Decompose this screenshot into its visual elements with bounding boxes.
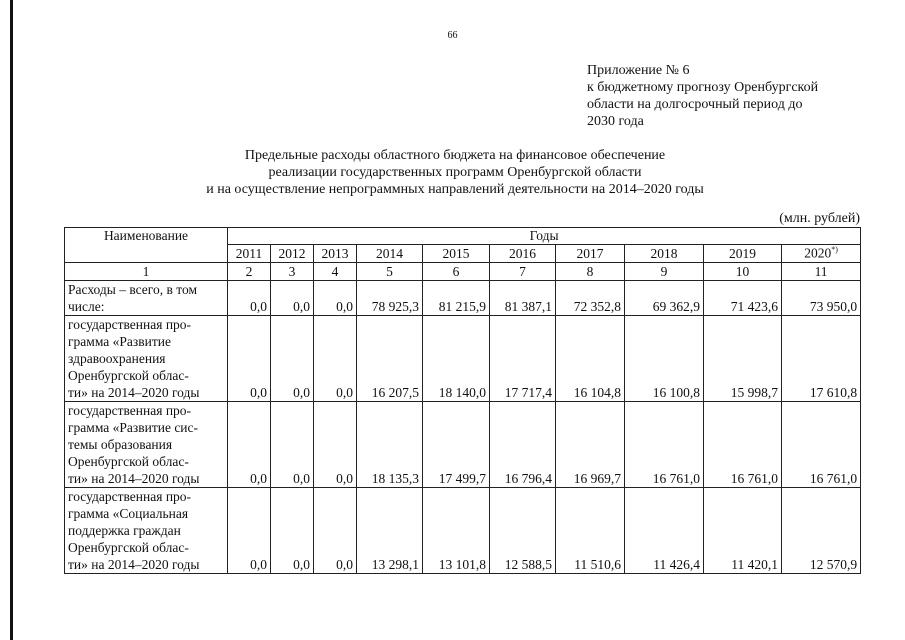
column-number: 5 — [357, 263, 423, 281]
column-number: 7 — [490, 263, 556, 281]
value-cell: 16 100,8 — [625, 316, 704, 402]
column-number: 9 — [625, 263, 704, 281]
value-cell: 0,0 — [314, 402, 357, 488]
value-cell: 18 135,3 — [357, 402, 423, 488]
year-header: 2013 — [314, 245, 357, 263]
value-cell: 0,0 — [228, 402, 271, 488]
title-line: реализации государственных программ Оренбургской области — [268, 165, 642, 180]
row-name-line: числе: — [68, 299, 105, 314]
column-number: 2 — [228, 263, 271, 281]
value-cell: 0,0 — [314, 488, 357, 574]
value-cell: 81 215,9 — [423, 281, 490, 316]
value-cell: 16 104,8 — [556, 316, 625, 402]
year-header: 2017 — [556, 245, 625, 263]
value-cell: 16 796,4 — [490, 402, 556, 488]
appendix-header — [587, 62, 887, 130]
budget-table — [64, 227, 861, 574]
value-cell: 11 426,4 — [625, 488, 704, 574]
value-cell: 13 101,8 — [423, 488, 490, 574]
row-name-line: Оренбургской облас- — [68, 454, 189, 469]
value-cell: 16 969,7 — [556, 402, 625, 488]
column-number: 1 — [65, 263, 228, 281]
value-cell: 16 761,0 — [782, 402, 861, 488]
appendix-line: области на долгосрочный период до — [587, 97, 803, 112]
row-name-line: Оренбургской облас- — [68, 540, 189, 555]
column-number: 4 — [314, 263, 357, 281]
appendix-line: 2030 года — [587, 114, 644, 129]
title-line: Предельные расходы областного бюджета на финансовое обеспечение — [244, 148, 666, 163]
year-header: 2015 — [423, 245, 490, 263]
row-name-line: грамма «Развитие сис- — [68, 420, 199, 435]
row-name — [65, 488, 228, 574]
table-row — [65, 488, 861, 574]
appendix-line: Приложение № 6 — [587, 63, 690, 78]
value-cell: 16 761,0 — [625, 402, 704, 488]
table-row — [65, 281, 861, 316]
column-number: 8 — [556, 263, 625, 281]
value-cell: 12 570,9 — [782, 488, 861, 574]
year-header: 2014 — [357, 245, 423, 263]
value-cell: 18 140,0 — [423, 316, 490, 402]
column-number: 10 — [704, 263, 782, 281]
year-header: 2020*) — [782, 245, 861, 263]
column-number: 11 — [782, 263, 861, 281]
row-name-line: Оренбургской облас- — [68, 368, 189, 383]
row-name-line: грамма «Социальная — [68, 506, 189, 521]
value-cell: 0,0 — [271, 316, 314, 402]
row-name-line: ти» на 2014–2020 годы — [68, 385, 200, 400]
year-header: 2018 — [625, 245, 704, 263]
table-row — [65, 316, 861, 402]
value-cell: 0,0 — [314, 281, 357, 316]
row-name-line: государственная про- — [68, 317, 192, 332]
value-cell: 17 717,4 — [490, 316, 556, 402]
year-header: 2011 — [228, 245, 271, 263]
year-header: 2012 — [271, 245, 314, 263]
value-cell: 16 207,5 — [357, 316, 423, 402]
row-name-line: грамма «Развитие — [68, 334, 171, 349]
value-cell: 0,0 — [271, 281, 314, 316]
footnote-mark: *) — [831, 245, 838, 255]
table-body — [65, 281, 861, 574]
value-cell: 13 298,1 — [357, 488, 423, 574]
year-header: 2019 — [704, 245, 782, 263]
value-cell: 71 423,6 — [704, 281, 782, 316]
value-cell: 17 610,8 — [782, 316, 861, 402]
value-cell: 81 387,1 — [490, 281, 556, 316]
header-row — [65, 228, 861, 245]
value-cell: 72 352,8 — [556, 281, 625, 316]
value-cell: 0,0 — [271, 402, 314, 488]
value-cell: 17 499,7 — [423, 402, 490, 488]
row-name — [65, 281, 228, 316]
header-name: Наименование — [65, 228, 228, 263]
value-cell: 15 998,7 — [704, 316, 782, 402]
row-name-line: темы образования — [68, 437, 173, 452]
value-cell: 78 925,3 — [357, 281, 423, 316]
row-name — [65, 402, 228, 488]
row-name-line: Расходы – всего, в том — [68, 282, 198, 297]
row-name-line: государственная про- — [68, 489, 192, 504]
value-cell: 0,0 — [228, 281, 271, 316]
page-edge-line — [10, 0, 13, 640]
value-cell: 69 362,9 — [625, 281, 704, 316]
column-number: 3 — [271, 263, 314, 281]
value-cell: 16 761,0 — [704, 402, 782, 488]
column-number: 6 — [423, 263, 490, 281]
value-cell: 0,0 — [271, 488, 314, 574]
page-number: 66 — [447, 30, 458, 41]
units-label: (млн. рублей) — [779, 211, 860, 226]
appendix-line: к бюджетному прогнозу Оренбургской — [587, 80, 819, 95]
header-years: Годы — [228, 228, 861, 245]
value-cell: 0,0 — [314, 316, 357, 402]
title-line: и на осуществление непрограммных направлений деятельности на 2014–2020 годы — [206, 182, 704, 197]
value-cell: 12 588,5 — [490, 488, 556, 574]
row-name — [65, 316, 228, 402]
table-row — [65, 402, 861, 488]
row-name-line: государственная про- — [68, 403, 192, 418]
row-name-line: ти» на 2014–2020 годы — [68, 471, 200, 486]
value-cell: 0,0 — [228, 488, 271, 574]
value-cell: 73 950,0 — [782, 281, 861, 316]
row-name-line: ти» на 2014–2020 годы — [68, 557, 200, 572]
year-header: 2016 — [490, 245, 556, 263]
row-name-line: поддержка граждан — [68, 523, 181, 538]
value-cell: 0,0 — [228, 316, 271, 402]
document-title — [130, 147, 780, 198]
value-cell: 11 510,6 — [556, 488, 625, 574]
row-name-line: здравоохранения — [68, 351, 166, 366]
value-cell: 11 420,1 — [704, 488, 782, 574]
column-number-row — [65, 263, 861, 281]
